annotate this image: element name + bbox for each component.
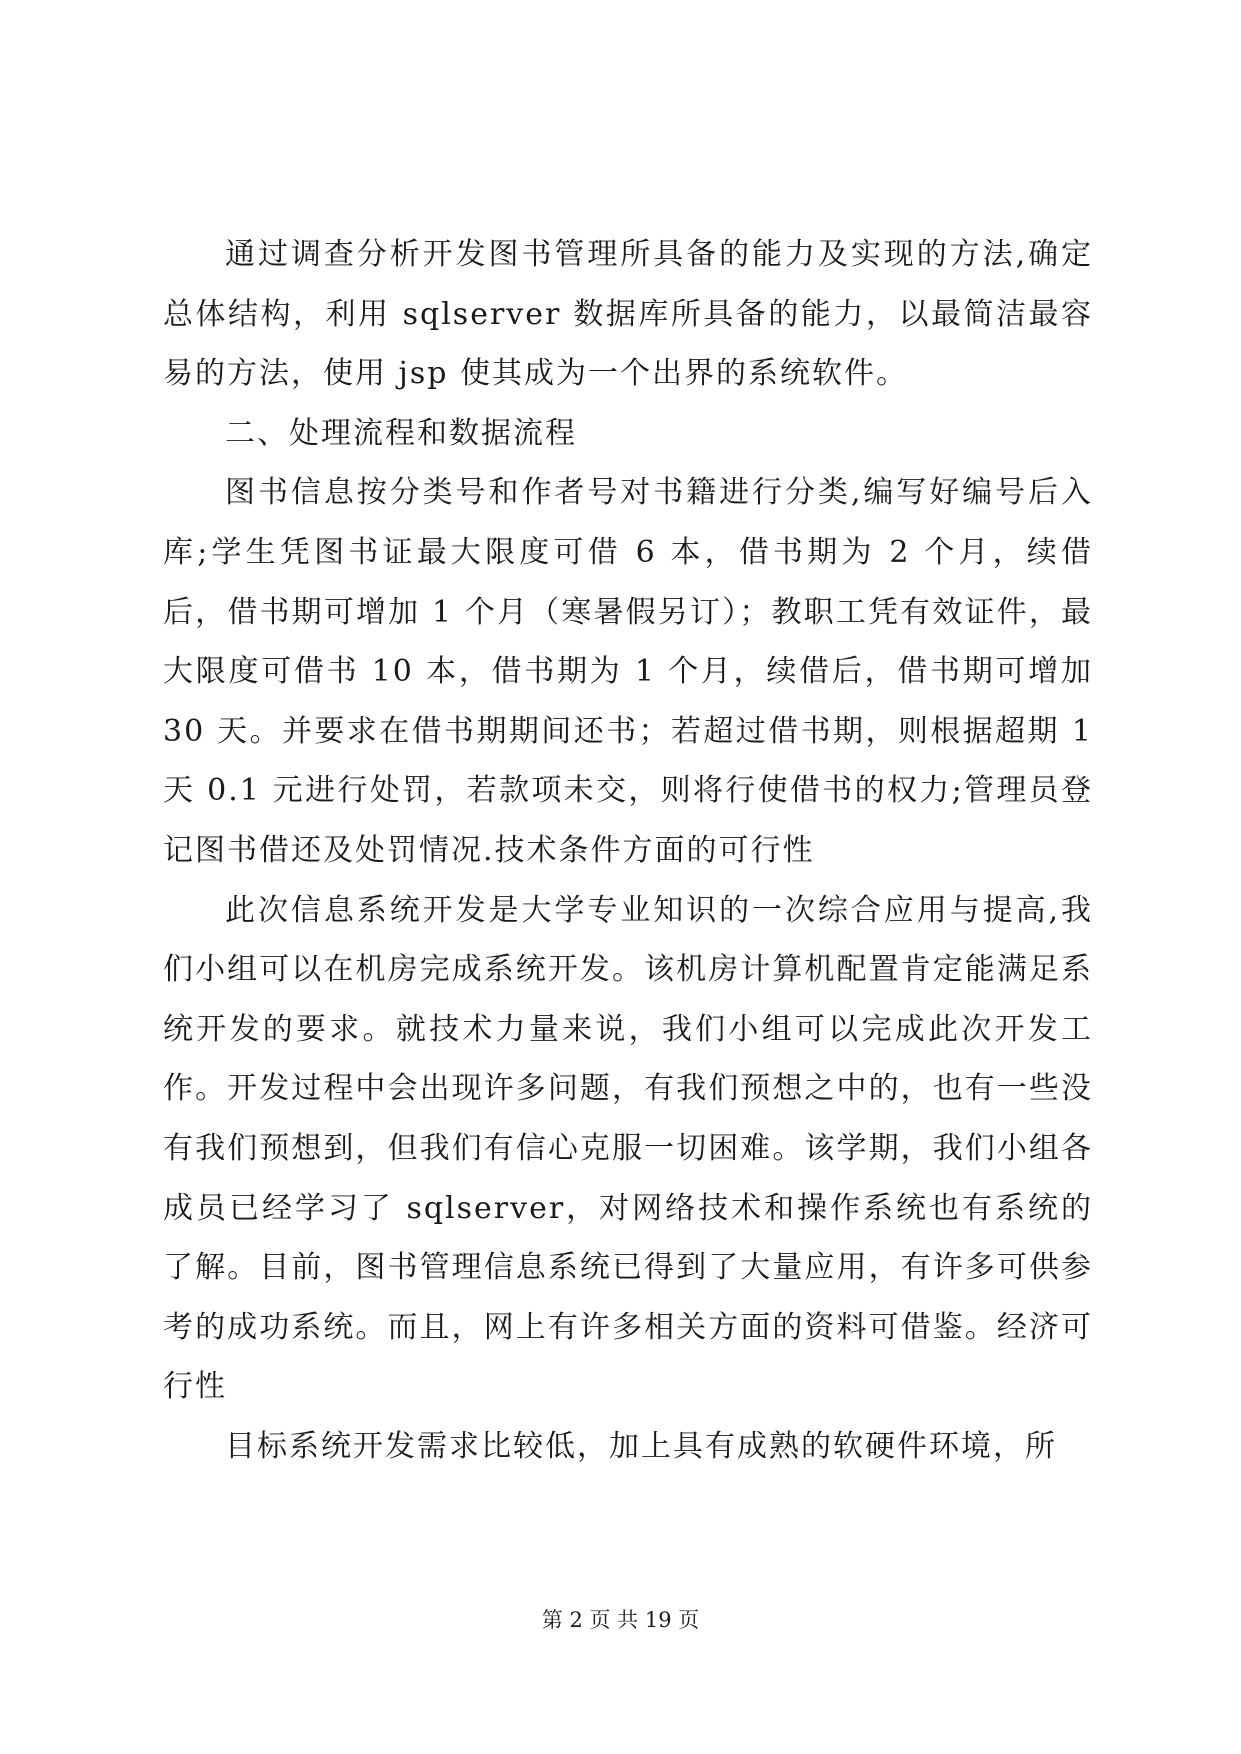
paragraph-economic-feasibility: 目标系统开发需求比较低，加上具有成熟的软硬件环境，所 — [225, 1428, 1057, 1464]
section-heading: 二、处理流程和数据流程 — [225, 415, 577, 451]
page-footer: 第 2 页 共 19 页 — [541, 1608, 700, 1632]
paragraph-process-flow: 图书信息按分类号和作者号对书籍进行分类,编写好编号后入库;学生凭图书证最大限度可借 6 本，借书期为 2 个月，续借后，借书期可增加 1 个月（寒暑假另订）；教职工凭有效证件，最大限度可借书 10 本，借书期为 1 个月，续借后，借书期可增加 30 天。并要求在借书期期间还书；若超过借书期，则根据超期 1 天 0.1 元进行处罚，若款项未交，则将行使借书的权力;管理员登记图书借还及处罚情况.技术条件方面的可行性 — [163, 475, 1093, 868]
paragraph-intro: 通过调查分析开发图书管理所具备的能力及实现的方法,确定总体结构，利用 sqlserver 数据库所具备的能力，以最简洁最容易的方法，使用 jsp 使其成为一个出界的系统软件。 — [163, 237, 1093, 392]
paragraph-technical-feasibility: 此次信息系统开发是大学专业知识的一次综合应用与提高,我们小组可以在机房完成系统开发。该机房计算机配置肯定能满足系统开发的要求。就技术力量来说，我们小组可以完成此次开发工作。开发过程中会出现许多问题，有我们预想之中的，也有一些没有我们预想到，但我们有信心克服一切困难。该学期，我们小组各成员已经学习了 sqlserver，对网络技术和操作系统也有系统的了解。目前，图书管理信息系统已得到了大量应用，有许多可供参考的成功系统。而且，网上有许多相关方面的资料可借鉴。经济可行性 — [163, 892, 1093, 1405]
body-text — [163, 225, 1093, 1476]
